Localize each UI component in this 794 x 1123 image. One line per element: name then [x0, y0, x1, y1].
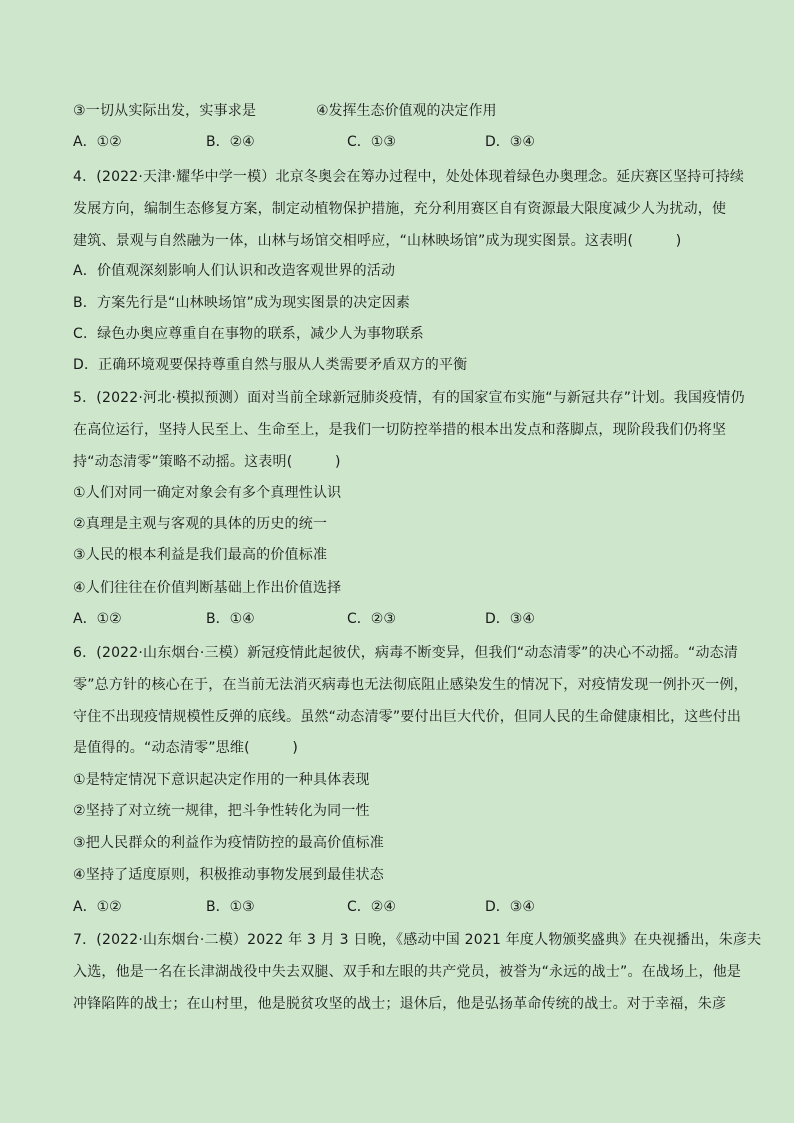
q7-stem-line-3: 冲锋陷阵的战士；在山村里，他是脱贫攻坚的战士；退休后，他是弘扬革命传统的战士。对于幸福，朱彦	[73, 996, 727, 1012]
q4-stem-line-2: 发展方向，编制生态修复方案，制定动植物保护措施，充分利用赛区自有资源最大限度减少人为扰动，使	[73, 201, 727, 217]
q3-option-b: B．②④	[206, 134, 255, 150]
q4-choice-d: D．正确环境观要保持尊重自然与服从人类需要矛盾双方的平衡	[73, 357, 468, 373]
q4-choice-a: A．价值观深刻影响人们认识和改造客观世界的活动	[73, 263, 396, 279]
q5-option-c: C．②③	[347, 611, 396, 627]
q5-statement-1: ①人们对同一确定对象会有多个真理性认识	[73, 485, 342, 501]
q3-option-c: C．①③	[347, 134, 396, 150]
q3-statement-4: ④发挥生态价值观的决定作用	[316, 103, 497, 119]
q5-stem-line-2: 在高位运行，坚持人民至上、生命至上，是我们一切防控举措的根本出发点和落脚点，现阶段我们仍将坚	[73, 422, 727, 438]
q4-choice-c: C．绿色办奥应尊重自在事物的联系，减少人为事物联系	[73, 326, 424, 342]
q6-stem-line-4: 是值得的。“动态清零”思维( )	[73, 740, 299, 756]
q6-stem-line-3: 守住不出现疫情规模性反弹的底线。虽然“动态清零”要付出巨大代价，但同人民的生命健康相比，这些付出	[73, 709, 742, 725]
q5-statement-4: ④人们往往在价值判断基础上作出价值选择	[73, 580, 342, 596]
q7-stem-line-1: 7．(2022·山东烟台·二模）2022 年 3 月 3 日晚，《感动中国 2021 年度人物颁奖盛典》在央视播出，朱彦夫	[73, 932, 762, 948]
q6-stem-line-1: 6．(2022·山东烟台·三模）新冠疫情此起彼伏，病毒不断变异，但我们“动态清零”的决心不动摇。“动态清	[73, 645, 739, 661]
q5-statement-2: ②真理是主观与客观的具体的历史的统一	[73, 516, 328, 532]
q6-option-a: A．①②	[73, 899, 122, 915]
q5-stem-line-3: 持“动态清零”策略不动摇。这表明( )	[73, 454, 341, 470]
q6-stem-line-2: 零”总方针的核心在于，在当前无法消灭病毒也无法彻底阻止感染发生的情况下，对疫情发现一例扑灭一例，	[73, 677, 748, 693]
q5-option-d: D．③④	[485, 611, 535, 627]
q6-statement-1: ①是特定情况下意识起决定作用的一种具体表现	[73, 772, 370, 788]
q6-statement-2: ②坚持了对立统一规律，把斗争性转化为同一性	[73, 803, 370, 819]
q4-stem-line-3: 建筑、景观与自然融为一体，山林与场馆交相呼应，“山林映场馆”成为现实图景。这表明( )	[73, 233, 682, 249]
q6-statement-4: ④坚持了适度原则，积极推动事物发展到最佳状态	[73, 867, 384, 883]
q6-option-c: C．②④	[347, 899, 396, 915]
q6-statement-3: ③把人民群众的利益作为疫情防控的最高价值标准	[73, 835, 384, 851]
q5-option-b: B．①④	[206, 611, 255, 627]
q3-option-d: D．③④	[485, 134, 535, 150]
q4-stem-line-1: 4．(2022·天津·耀华中学一模）北京冬奥会在筹办过程中，处处体现着绿色办奥理念。延庆赛区坚持可持续	[73, 169, 745, 185]
q7-stem-line-2: 入选，他是一名在长津湖战役中失去双腿、双手和左眼的共产党员，被誉为“永远的战士”。在战场上，他是	[73, 964, 742, 980]
q5-stem-line-1: 5．(2022·河北·模拟预测）面对当前全球新冠肺炎疫情，有的国家宣布实施“与新冠共存”计划。我国疫情仍	[73, 390, 745, 406]
q5-statement-3: ③人民的根本利益是我们最高的价值标准	[73, 547, 328, 563]
q6-option-d: D．③④	[485, 899, 535, 915]
q6-option-b: B．①③	[206, 899, 255, 915]
q3-statement-3: ③一切从实际出发，实事求是	[73, 103, 257, 119]
q5-option-a: A．①②	[73, 611, 122, 627]
q3-option-a: A．①②	[73, 134, 122, 150]
q4-choice-b: B．方案先行是“山林映场馆”成为现实图景的决定因素	[73, 295, 411, 311]
